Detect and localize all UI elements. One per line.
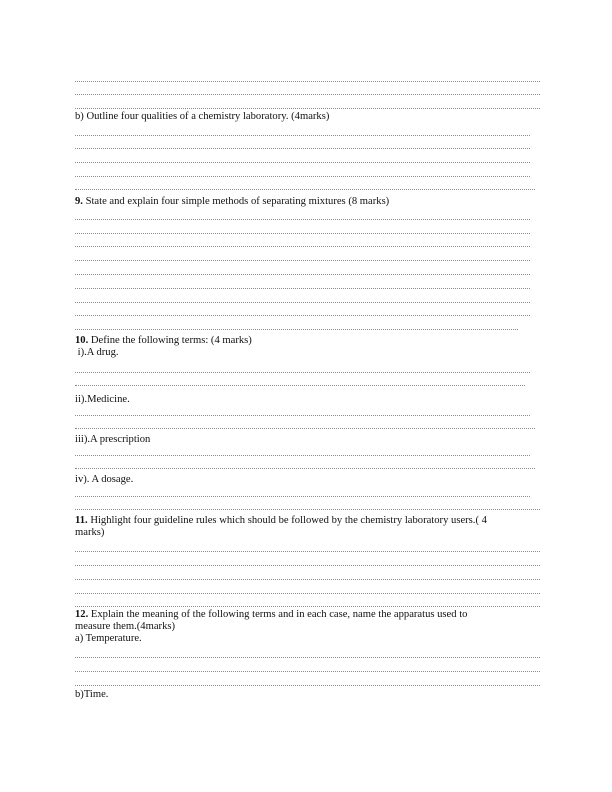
question-subtext [75, 111, 329, 123]
answer-line[interactable] [75, 176, 530, 177]
answer-line[interactable] [75, 315, 530, 316]
answer-line[interactable] [75, 274, 530, 275]
answer-line[interactable] [75, 94, 540, 95]
answer-line[interactable] [75, 219, 530, 220]
answer-line[interactable] [75, 468, 535, 469]
answer-line[interactable] [75, 81, 540, 82]
answer-line[interactable] [75, 189, 535, 190]
question-label: iii).A prescription [75, 434, 151, 445]
answer-line[interactable] [75, 657, 540, 658]
answer-line[interactable] [75, 685, 540, 686]
question-subtext [75, 633, 142, 645]
question-label: Define the following terms: (4 marks) [88, 335, 252, 346]
question-label: Explain the meaning of the following terms and in each case, name the apparatus used to [88, 609, 468, 620]
question-label: b) Outline four qualities of a chemistry laboratory. (4marks) [75, 111, 330, 122]
answer-line[interactable] [75, 428, 535, 429]
question-label: Highlight four guideline rules which should be followed by the chemistry laboratory users.( 4 [87, 515, 487, 526]
answer-line[interactable] [75, 108, 540, 109]
question-label: marks) [75, 527, 105, 538]
answer-line[interactable] [75, 233, 530, 234]
question-subtext [75, 527, 104, 539]
answer-line[interactable] [75, 246, 530, 247]
answer-line[interactable] [75, 415, 530, 416]
question-number: 12. [75, 609, 89, 620]
answer-line[interactable] [75, 565, 540, 566]
question-label: a) Temperature. [75, 633, 142, 644]
answer-line[interactable] [75, 496, 530, 497]
answer-line[interactable] [75, 260, 530, 261]
question-subtext [75, 347, 119, 359]
question-subtext [75, 621, 175, 633]
question-label: measure them.(4marks) [75, 621, 176, 632]
answer-line[interactable] [75, 372, 530, 373]
answer-line[interactable] [75, 135, 530, 136]
answer-line[interactable] [75, 671, 540, 672]
question-number: 10. [75, 335, 89, 346]
question-label: State and explain four simple methods of separating mixtures (8 marks) [82, 196, 390, 207]
question-label: iv). A dosage. [75, 474, 134, 485]
answer-line[interactable] [75, 288, 530, 289]
answer-line[interactable] [75, 551, 540, 552]
question-text [75, 515, 487, 527]
answer-line[interactable] [75, 162, 530, 163]
answer-line[interactable] [75, 385, 525, 386]
answer-line[interactable] [75, 329, 518, 330]
answer-line[interactable] [75, 593, 540, 594]
question-number: 9. [75, 196, 83, 207]
question-subtext [75, 689, 108, 701]
question-text [75, 335, 252, 347]
answer-line[interactable] [75, 606, 540, 607]
question-text [75, 609, 467, 621]
question-text [75, 196, 389, 208]
answer-line[interactable] [75, 509, 540, 510]
answer-line[interactable] [75, 579, 540, 580]
answer-line[interactable] [75, 148, 530, 149]
question-label: b)Time. [75, 689, 109, 700]
answer-line[interactable] [75, 302, 530, 303]
question-subtext [75, 434, 150, 446]
question-label: ii).Medicine. [75, 394, 130, 405]
question-subtext [75, 394, 130, 406]
question-subtext [75, 474, 133, 486]
answer-line[interactable] [75, 455, 530, 456]
question-label: i).A drug. [75, 347, 119, 358]
question-number: 11. [75, 515, 88, 526]
